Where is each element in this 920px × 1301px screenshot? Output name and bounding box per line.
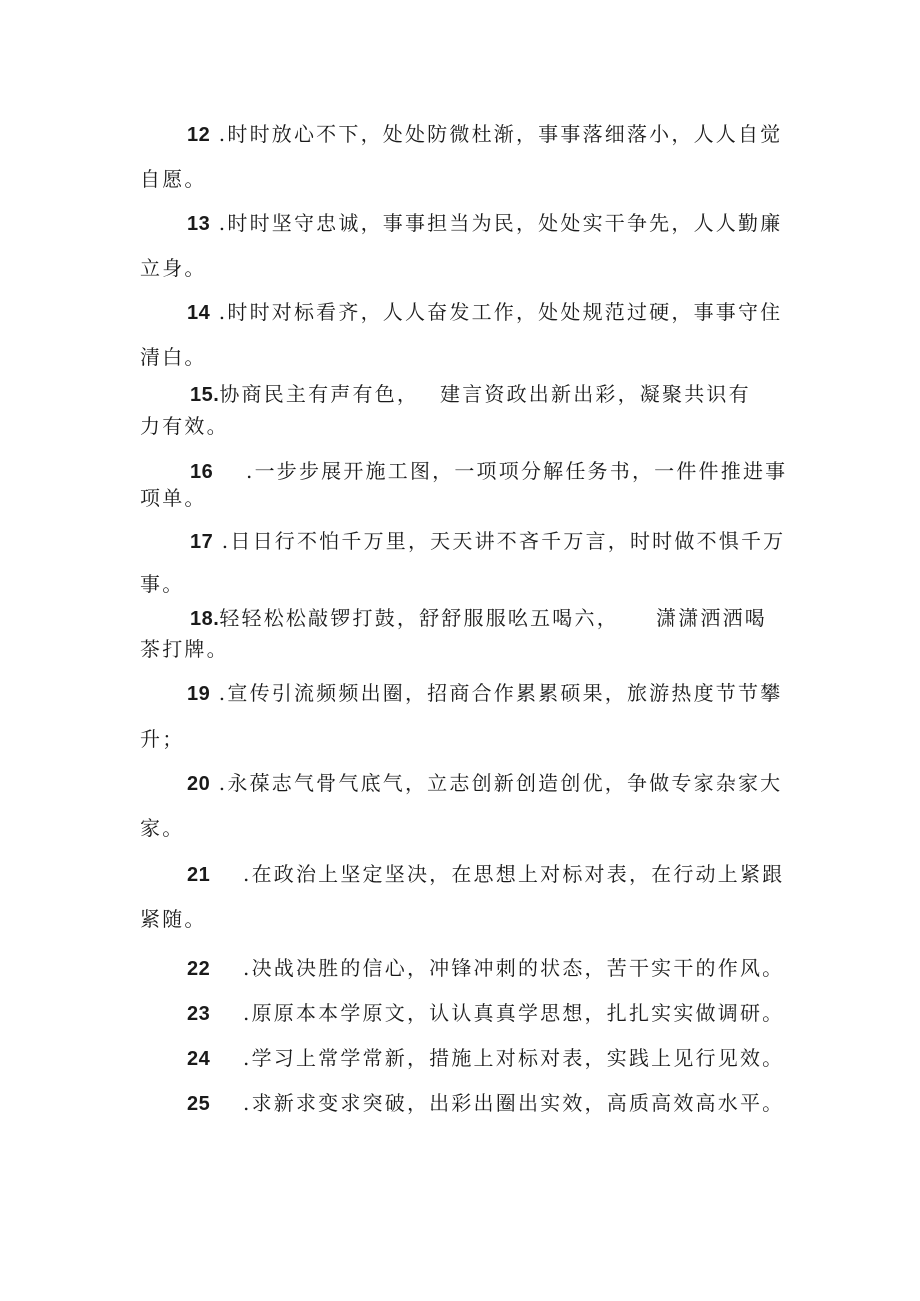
- item-21-line-1b: [243, 862, 784, 886]
- item-number: 21: [187, 864, 211, 886]
- item-number: 13: [187, 213, 211, 235]
- item-13-line-2: 立身。: [140, 256, 207, 280]
- item-14-line-1: [187, 300, 782, 325]
- item-15-line-1: [190, 382, 419, 407]
- item-separator: .: [210, 211, 228, 235]
- item-19-line-2: 升；: [140, 727, 185, 751]
- item-number: 23: [187, 1003, 211, 1025]
- item-text: 时时对标看齐，人人奋发工作，处处规范过硬，事事守住: [227, 300, 783, 324]
- item-separator: .: [246, 459, 255, 483]
- item-16-line-1b: [246, 459, 787, 483]
- item-number: 17: [190, 531, 214, 553]
- item-text: 宣传引流频频出圈，招商合作累累硕果，旅游热度节节攀: [227, 681, 783, 705]
- item-23-line-1b: [243, 1001, 784, 1025]
- item-number: 20: [187, 773, 211, 795]
- item-number: 16: [190, 461, 214, 483]
- item-separator: .: [213, 529, 231, 553]
- item-text: 时时放心不下，处处防微杜渐，事事落细落小，人人自觉: [227, 122, 783, 146]
- item-text-a: 协商民主有声有色，: [219, 382, 420, 406]
- item-text: 永葆志气骨气底气，立志创新创造创优，争做专家杂家大: [227, 771, 783, 795]
- item-number: 12: [187, 124, 211, 146]
- item-21-line-2: 紧随。: [140, 907, 207, 931]
- item-12-line-2: 自愿。: [140, 167, 207, 191]
- item-24-line-1b: [243, 1046, 784, 1070]
- item-text: 原原本本学原文，认认真真学思想，扎扎实实做调研。: [251, 1001, 785, 1025]
- item-20-line-2: 家。: [140, 816, 185, 840]
- item-number: 22: [187, 958, 211, 980]
- item-24-line-1: [187, 1046, 210, 1071]
- item-14-line-2: 清白。: [140, 345, 207, 369]
- item-number: 18.: [190, 608, 220, 630]
- item-separator: .: [243, 862, 252, 886]
- item-16-line-1: [190, 459, 213, 484]
- item-25-line-1b: [243, 1091, 784, 1115]
- item-number: 24: [187, 1048, 211, 1070]
- item-number: 14: [187, 302, 211, 324]
- item-25-line-1: [187, 1091, 210, 1116]
- item-separator: .: [210, 300, 228, 324]
- item-text: 学习上常学常新，措施上对标对表，实践上见行见效。: [251, 1046, 785, 1070]
- item-19-line-1: [187, 681, 782, 706]
- item-15-line-1b: 建言资政出新出彩，凝聚共识有: [440, 382, 751, 406]
- item-17-line-2: 事。: [140, 572, 185, 596]
- item-18-line-1b: 潇潇洒洒喝: [656, 606, 767, 630]
- item-21-line-1: [187, 862, 210, 887]
- item-separator: .: [210, 681, 228, 705]
- item-number: 19: [187, 683, 211, 705]
- item-12-line-1: [187, 122, 782, 147]
- item-text: 决战决胜的信心，冲锋冲刺的状态，苦干实干的作风。: [251, 956, 785, 980]
- item-text-a: 轻轻松松敲锣打鼓，舒舒服服吆五喝六，: [219, 606, 619, 630]
- item-13-line-1: [187, 211, 782, 236]
- item-17-line-1: [190, 529, 785, 554]
- item-16-line-2: 项单。: [140, 486, 207, 510]
- item-text: 时时坚守忠诚，事事担当为民，处处实干争先，人人勤廉: [227, 211, 783, 235]
- item-15-line-2: 力有效。: [140, 414, 229, 438]
- item-separator: .: [210, 122, 228, 146]
- item-number: 25: [187, 1093, 211, 1115]
- item-23-line-1: [187, 1001, 210, 1026]
- item-separator: .: [210, 771, 228, 795]
- item-separator: .: [243, 1046, 252, 1070]
- item-text: 一步步展开施工图，一项项分解任务书，一件件推进事: [254, 459, 788, 483]
- item-separator: .: [243, 1001, 252, 1025]
- item-20-line-1: [187, 771, 782, 796]
- item-text: 求新求变求突破，出彩出圈出实效，高质高效高水平。: [251, 1091, 785, 1115]
- item-22-line-1b: [243, 956, 784, 980]
- item-text: 日日行不怕千万里，天天讲不吝千万言，时时做不惧千万: [230, 529, 786, 553]
- item-22-line-1: [187, 956, 210, 981]
- item-separator: .: [243, 1091, 252, 1115]
- item-18-line-1: [190, 606, 619, 631]
- item-text: 在政治上坚定坚决，在思想上对标对表，在行动上紧跟: [251, 862, 785, 886]
- item-number: 15.: [190, 384, 220, 406]
- item-separator: .: [243, 956, 252, 980]
- item-18-line-2: 茶打牌。: [140, 637, 229, 661]
